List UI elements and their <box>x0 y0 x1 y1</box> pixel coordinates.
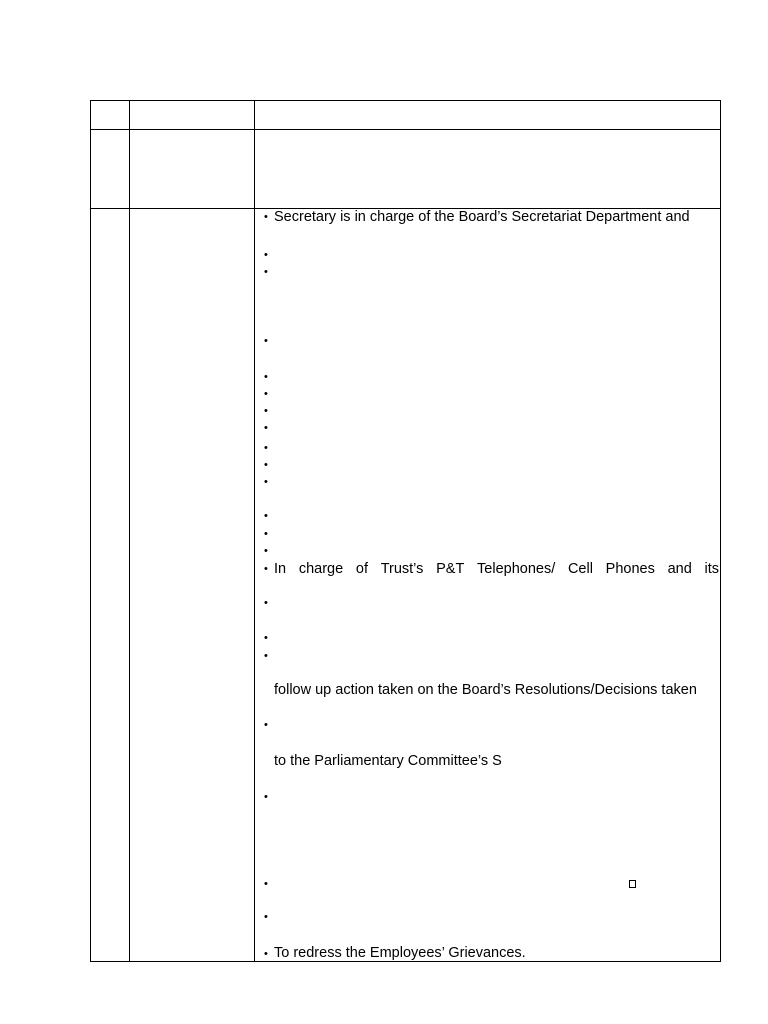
bullet: • <box>264 422 268 434</box>
bullet: • <box>264 442 268 454</box>
bullet: • <box>264 405 268 417</box>
word: charge <box>298 561 344 577</box>
bullet: • <box>264 545 268 557</box>
word: Phones <box>605 561 655 577</box>
word: Trust’s <box>380 561 424 577</box>
grievances-duty-text: To redress the Employees’ Grievances. <box>274 945 526 961</box>
bullet: • <box>264 948 268 960</box>
bullet: • <box>264 878 268 890</box>
bullet: • <box>264 249 268 261</box>
bullet: • <box>264 388 268 400</box>
checkbox-glyph <box>629 880 636 888</box>
bullet: • <box>264 911 268 923</box>
header-row-divider <box>91 129 720 130</box>
follow-up-duty-text: follow up action taken on the Board’s Resolutions/Decisions taken <box>274 682 697 698</box>
word: P&T <box>436 561 465 577</box>
bullet: • <box>264 510 268 522</box>
bullet: • <box>264 719 268 731</box>
word: In <box>274 561 287 577</box>
bullet: • <box>264 371 268 383</box>
bullet: • <box>264 791 268 803</box>
bullet: • <box>264 597 268 609</box>
bullet: • <box>264 459 268 471</box>
telephones-duty-text <box>274 560 719 578</box>
secretary-duty-text: Secretary is in charge of the Board’s Secretariat Department and <box>274 209 690 225</box>
bullet: • <box>264 335 268 347</box>
word: and <box>667 561 692 577</box>
bullet: • <box>264 266 268 278</box>
word: of <box>355 561 368 577</box>
word: its <box>704 561 719 577</box>
document-table <box>90 100 721 962</box>
bullet: • <box>264 650 268 662</box>
bullet: • <box>264 476 268 488</box>
word: Cell <box>567 561 593 577</box>
column-divider-1 <box>129 101 130 961</box>
word: Telephones/ <box>477 561 556 577</box>
bullet: • <box>264 632 268 644</box>
duties-cell <box>255 209 720 961</box>
bullet: • <box>264 563 268 575</box>
parliamentary-duty-text: to the Parliamentary Committee’s S <box>274 753 502 769</box>
bullet: • <box>264 211 268 223</box>
bullet: • <box>264 528 268 540</box>
